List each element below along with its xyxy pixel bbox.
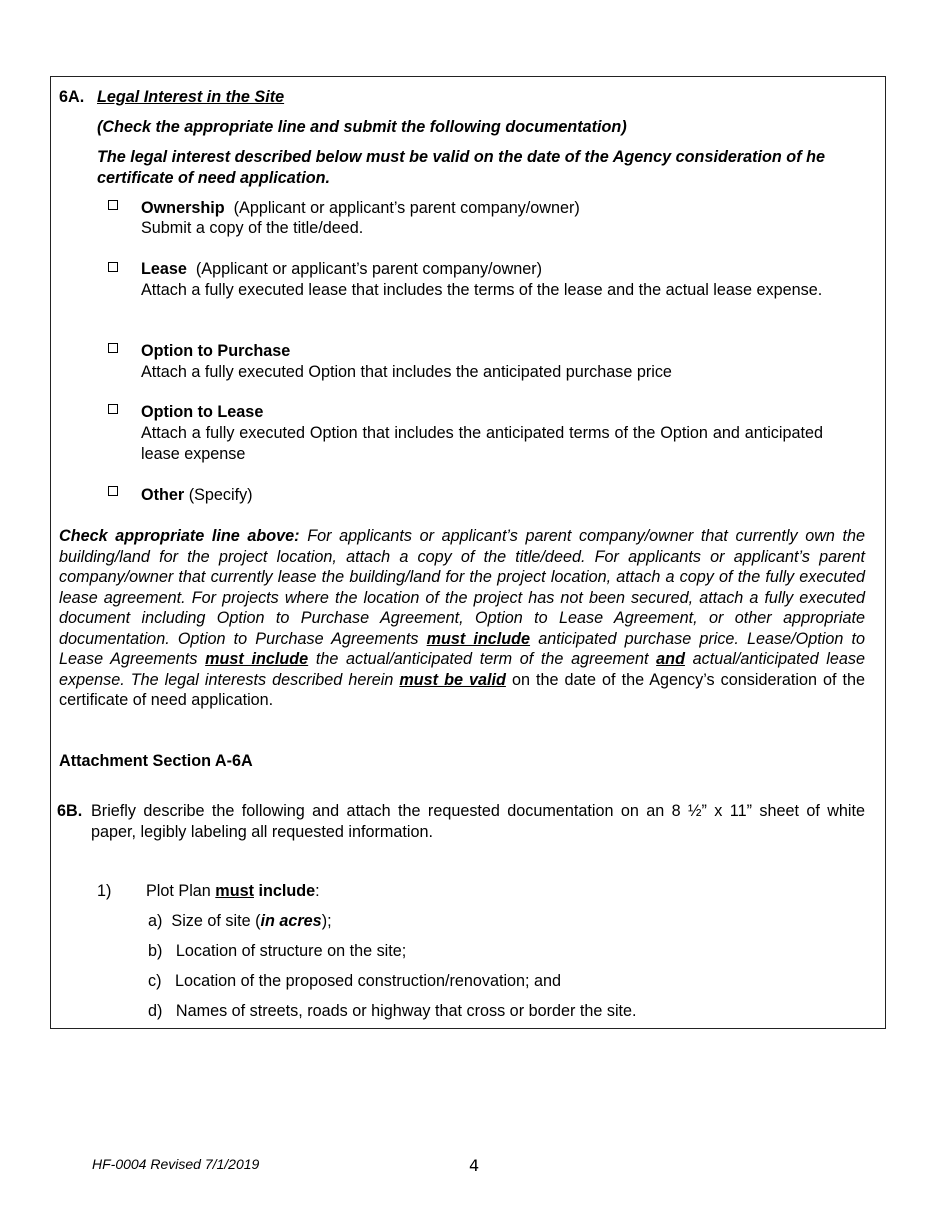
option-lease-header: Lease (Applicant or applicant’s parent company/owner) [141,260,543,278]
other-checkbox[interactable] [108,486,118,496]
option-to-purchase-detail: Attach a fully executed Option that includes the anticipated purchase price [141,363,672,381]
form-identifier: HF-0004 Revised 7/1/2019 [92,1156,260,1172]
ownership-checkbox[interactable] [108,200,118,210]
section-6a-number: 6A. [59,88,85,106]
lease-checkbox[interactable] [108,262,118,272]
subitem-d: d) Names of streets, roads or highway that cross or border the site. [148,1002,637,1020]
item-1-title: Plot Plan must include: [146,882,320,900]
option-ownership-header: Ownership (Applicant or applicant’s parent company/owner) [141,199,580,217]
section-6a-instruction: (Check the appropriate line and submit the following documentation) [97,118,627,136]
subitem-a: a) Size of site (in acres); [148,912,332,930]
subitem-c: c) Location of the proposed construction/renovation; and [148,972,562,990]
option-to-lease-checkbox[interactable] [108,404,118,414]
option-to-lease-label: Option to Lease [141,403,264,421]
section-6b-intro: Briefly describe the following and attach the requested documentation on an 8 ½” x 11” sheet of white paper, legibly labeling all requested information. [91,802,865,841]
option-ownership-detail: Submit a copy of the title/deed. [141,219,364,237]
section-6a-title: Legal Interest in the Site [97,88,285,106]
page-number: 4 [469,1156,480,1175]
option-to-purchase-checkbox[interactable] [108,343,118,353]
item-1-number: 1) [97,882,112,900]
subitem-b: b) Location of structure on the site; [148,942,407,960]
option-to-lease-detail: Attach a fully executed Option that includes the anticipated terms of the Option and anticipated lease expense [141,424,823,463]
section-6b-number: 6B. [57,802,83,820]
check-instructions-paragraph: Check appropriate line above: For applicants or applicant’s parent company/owner that currently own the building/land for the project location, attach a copy of the title/deed. For applicants or applicant’s parent company/owner that currently lease the building/land for the project location, attach a copy of the fully executed lease agreement. For projects where the location of the project has not been secured, attach a fully executed document including Option to Purchase Agreement, Option to Lease Agreement, or other appropriate documentation. Option to Purchase Agreements must include anticipated purchase price. Lease/Option to Lease Agreements must include the actual/anticipated term of the agreement and actual/anticipated lease expense. The legal interests described herein must be valid on the date of the Agency’s consideration of the certificate of need application. [59,527,866,709]
option-to-purchase-label: Option to Purchase [141,342,291,360]
attachment-section-label: Attachment Section A-6A [59,752,253,770]
option-other: Other (Specify) [141,486,253,504]
option-lease-detail: Attach a fully executed lease that includes the terms of the lease and the actual lease expense. [141,281,823,299]
section-6a-validity-note: The legal interest described below must be valid on the date of the Agency consideration of he certificate of need application. [97,148,825,187]
